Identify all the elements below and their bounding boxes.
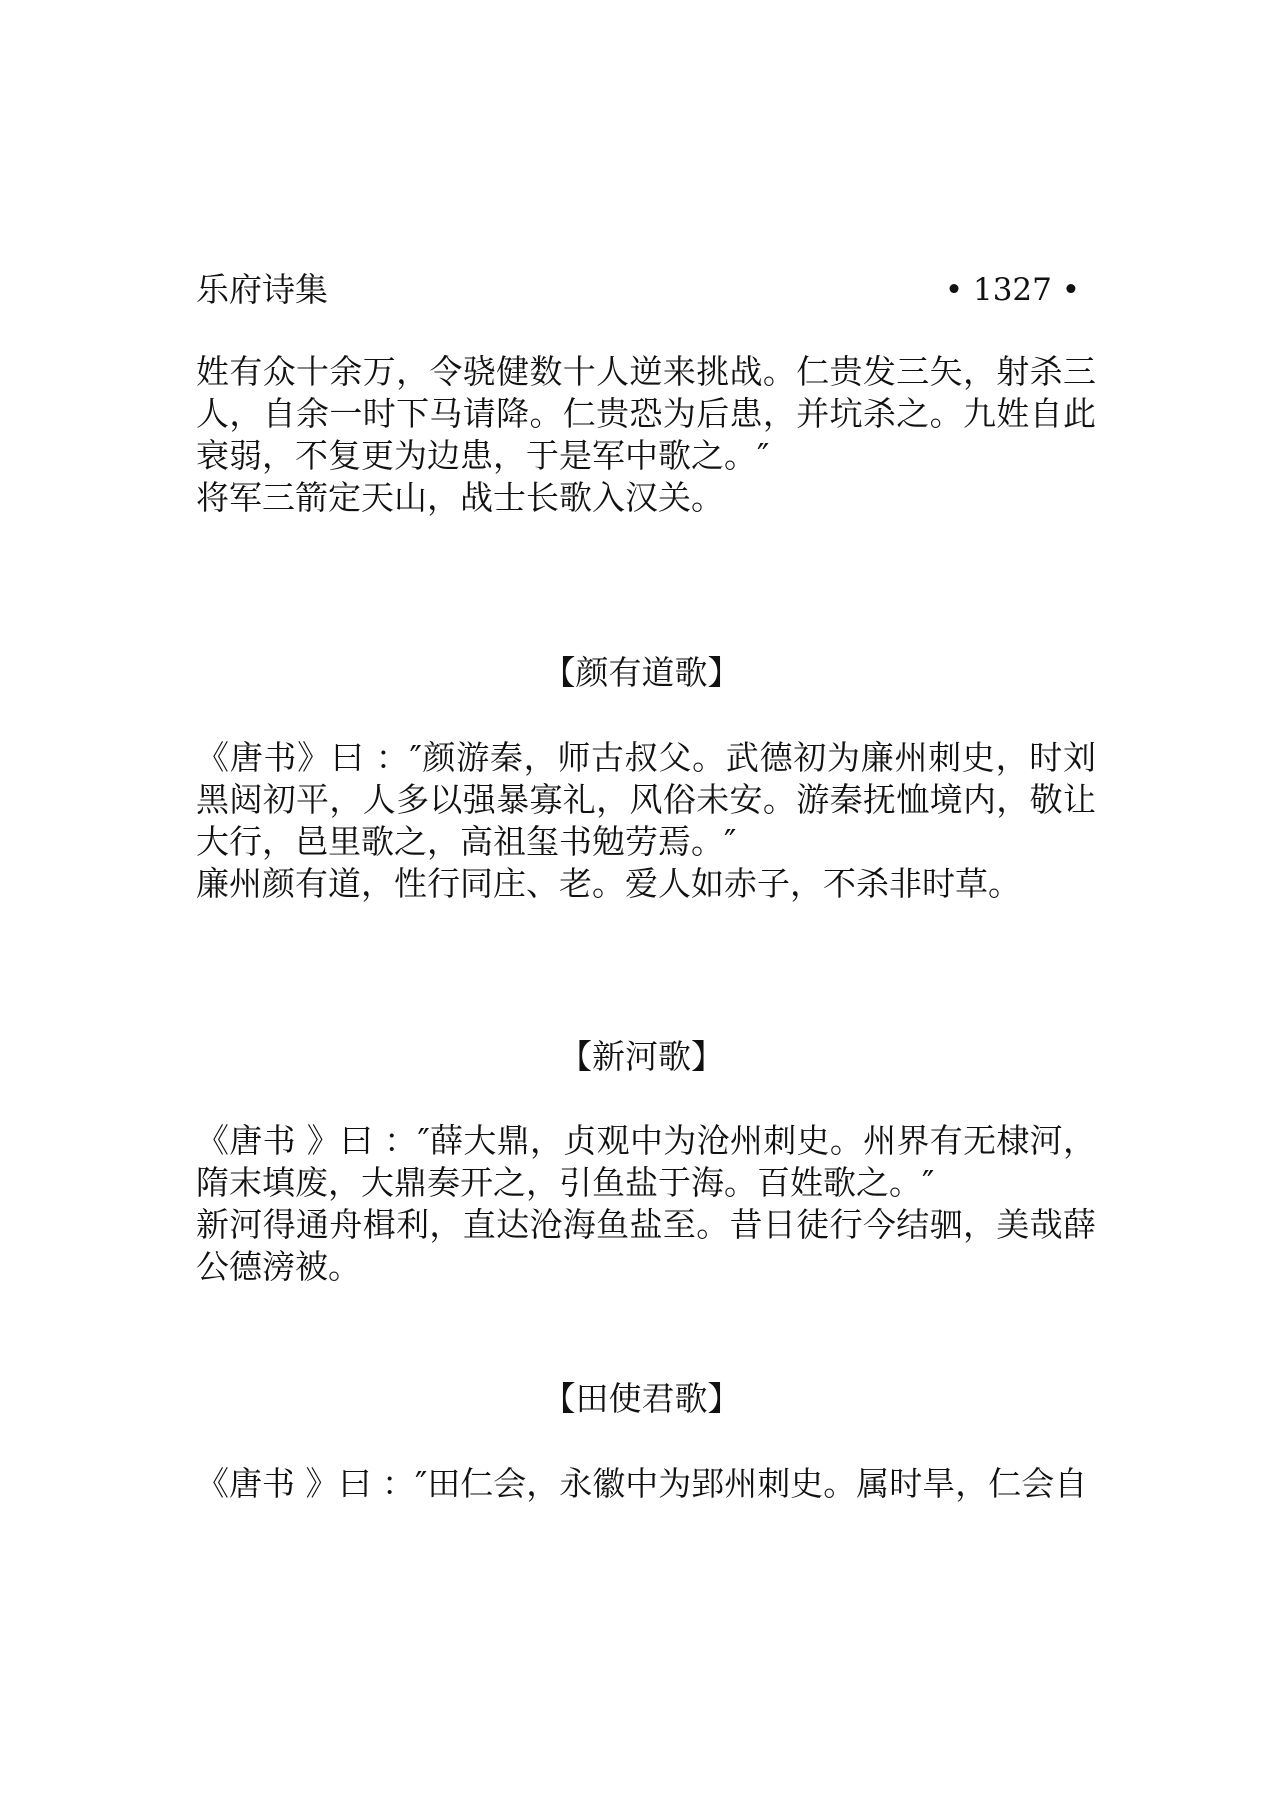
page-number: • 1327 • bbox=[944, 272, 1080, 308]
section-note: 《唐书 》曰 ：″薛大鼎，贞观中为沧州刺史。州界有无棣河，隋末填废，大鼎奏开之，引鱼盐于海。百姓歌之。″ bbox=[196, 1121, 1096, 1202]
section-body bbox=[196, 1120, 1096, 1288]
section-body bbox=[196, 1463, 1111, 1505]
section-body bbox=[196, 737, 1096, 905]
section-note: 《唐书 》曰 ：″田仁会，永徽中为郢州刺史。属时旱，仁会自 bbox=[196, 1464, 1088, 1503]
intro-passage bbox=[196, 351, 1096, 519]
section-poem: 廉州颜有道，性行同庄、老。爱人如赤子，不杀非时草。 bbox=[196, 864, 1021, 903]
intro-note: 姓有众十余万，令骁健数十人逆来挑战。仁贵发三矢，射杀三人，自余一时下马请降。仁贵恐为后患，并坑杀之。九姓自此衰弱，不复更为边患，于是军中歌之。″ bbox=[196, 352, 1096, 475]
section-heading: 【新河歌】 bbox=[559, 1037, 724, 1076]
section-note: 《唐书》曰 ：″颜游秦，师古叔父。武德初为廉州刺史，时刘黑闼初平，人多以强暴寡礼，风俗未安。游秦抚恤境内，敬让大行，邑里歌之，高祖玺书勉劳焉。″ bbox=[196, 738, 1096, 861]
section-poem: 新河得通舟楫利，直达沧海鱼盐至。昔日徒行今结驷，美哉薛公德滂被。 bbox=[196, 1205, 1096, 1286]
intro-poem: 将军三箭定天山，战士长歌入汉关。 bbox=[196, 478, 724, 517]
running-header-title: 乐府诗集 bbox=[196, 270, 328, 309]
section-heading: 【颜有道歌】 bbox=[542, 653, 741, 692]
section-heading: 【田使君歌】 bbox=[542, 1379, 741, 1418]
